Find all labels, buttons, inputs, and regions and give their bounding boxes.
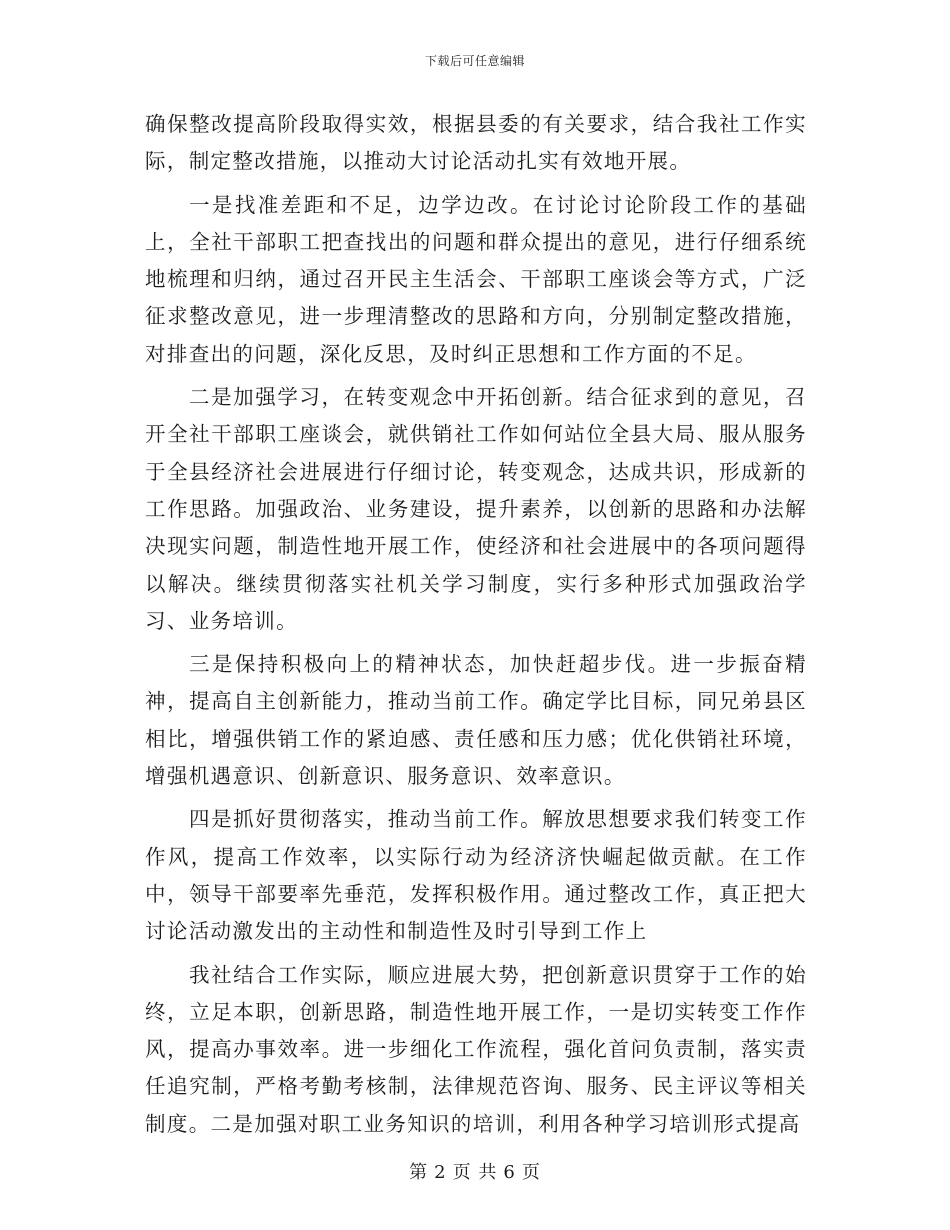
footer-middle: 页 共 bbox=[452, 1162, 498, 1183]
document-body bbox=[145, 106, 807, 1143]
footer-prefix: 第 bbox=[409, 1162, 429, 1183]
page-footer bbox=[0, 1158, 950, 1184]
current-page-number: 2 bbox=[434, 1162, 447, 1183]
paragraph-point-four: 四是抓好贯彻落实，推动当前工作。解放思想要求我们转变工作作风，提高工作效率，以实际行动为经济济快崛起做贡献。在工作中，领导干部要率先垂范，发挥积极作用。通过整改工作，真正把大讨论活动激发出的主动性和制造性及时引导到工作上 bbox=[145, 807, 807, 944]
total-pages-number: 6 bbox=[503, 1162, 516, 1183]
footer-suffix: 页 bbox=[521, 1162, 541, 1183]
paragraph-point-three: 三是保持积极向上的精神状态，加快赶超步伐。进一步振奋精神，提高自主创新能力，推动当前工作。确定学比目标，同兄弟县区相比，增强供销工作的紧迫感、责任感和压力感；优化供销社环境，增强机遇意识、创新意识、服务意识、效率意识。 bbox=[145, 652, 807, 789]
paragraph-intro: 确保整改提高阶段取得实效，根据县委的有关要求，结合我社工作实际，制定整改措施，以推动大讨论活动扎实有效地开展。 bbox=[145, 112, 807, 174]
paragraph-practice: 我社结合工作实际，顺应进展大势，把创新意识贯穿于工作的始终，立足本职，创新思路，制造性地开展工作，一是切实转变工作作风，提高办事效率。进一步细化工作流程，强化首问负责制，落实责任追究制，严格考勤考核制，法律规范咨询、服务、民主评议等相关制度。二是加强对职工业务知识的培训，利用各种学习培训形式提高 bbox=[145, 962, 807, 1136]
paragraph-point-two: 二是加强学习，在转变观念中开拓创新。结合征求到的意见，召开全社干部职工座谈会，就供销社工作如何站位全县大局、服从服务于全县经济社会进展进行仔细讨论，转变观念，达成共识，形成新的工作思路。加强政治、业务建设，提升素养，以创新的思路和办法解决现实问题，制造性地开展工作，使经济和社会进展中的各项问题得以解决。继续贯彻落实社机关学习制度，实行多种形式加强政治学习、业务培训。 bbox=[145, 385, 807, 633]
page-header-note: 下载后可任意编辑 bbox=[424, 54, 525, 68]
paragraph-point-one: 一是找准差距和不足，边学边改。在讨论讨论阶段工作的基础上，全社干部职工把查找出的问题和群众提出的意见，进行仔细系统地梳理和归纳，通过召开民主生活会、干部职工座谈会等方式，广泛征求整改意见，进一步理清整改的思路和方向，分别制定整改措施，对排查出的问题，深化反思，及时纠正思想和工作方面的不足。 bbox=[145, 192, 807, 366]
